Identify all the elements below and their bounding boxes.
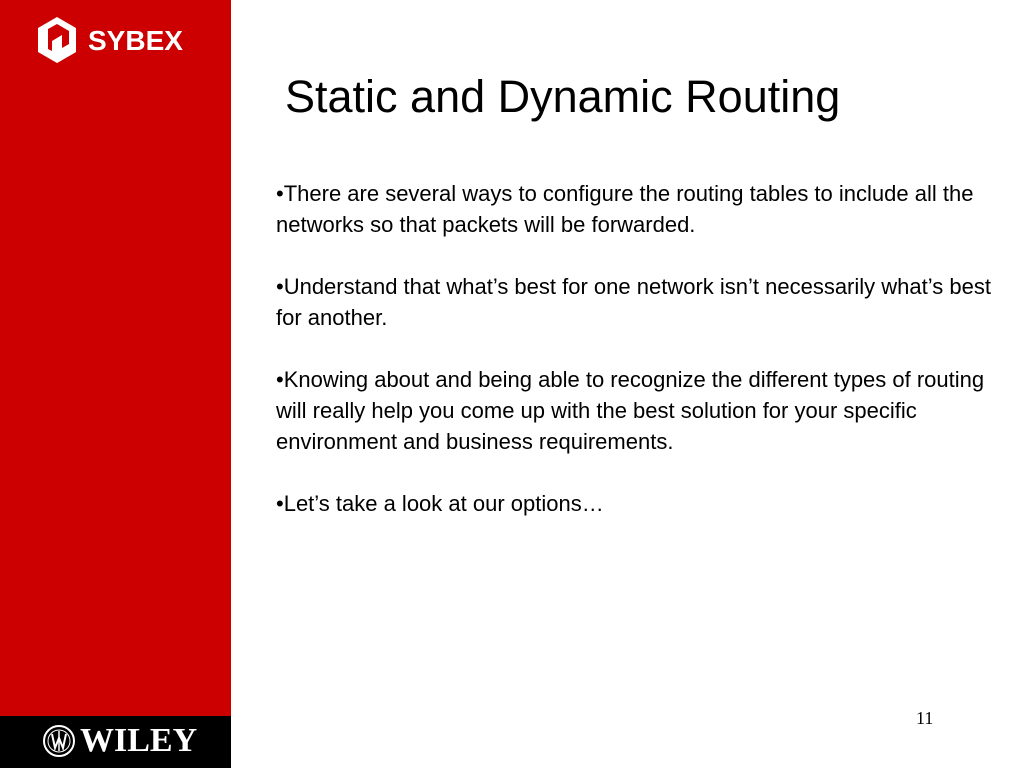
slide-title: Static and Dynamic Routing	[285, 71, 841, 122]
sybex-logo-mark-icon	[34, 17, 80, 63]
slide-body	[276, 178, 996, 550]
sybex-logo	[34, 17, 183, 63]
page-number: 11	[916, 708, 934, 728]
wiley-logo	[42, 724, 197, 758]
left-accent-sidebar	[0, 0, 231, 716]
bullet-routing-types: •Knowing about and being able to recognize the different types of routing will really help you come up with the best solution for your specific environment and business requirements.	[276, 367, 985, 454]
wiley-logo-text: WILEY	[80, 722, 198, 759]
bullet-configure-routing-tables: •There are several ways to configure the routing tables to include all the networks so that packets will be forwarded.	[276, 181, 974, 237]
bullet-best-network-choice: •Understand that what’s best for one network isn’t necessarily what’s best for another.	[276, 274, 991, 330]
wiley-seal-icon	[42, 724, 76, 758]
bullet-options: •Let’s take a look at our options…	[276, 491, 604, 516]
sybex-logo-text: SYBEX	[88, 25, 183, 56]
